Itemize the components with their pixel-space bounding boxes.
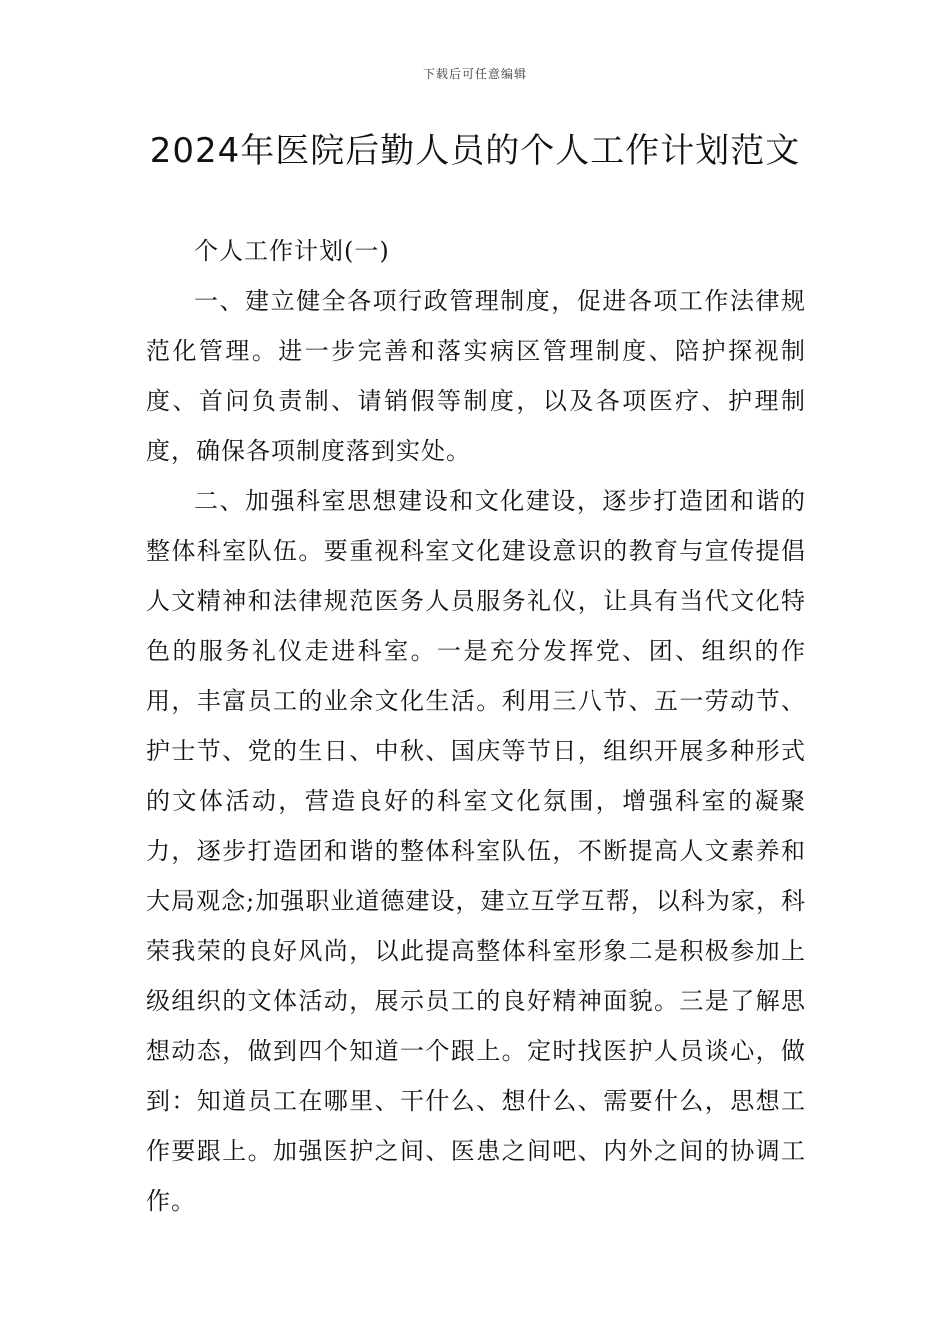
header-note: 下载后可任意编辑 [422, 67, 527, 81]
document-title: 2024年医院后勤人员的个人工作计划范文 [149, 131, 801, 171]
paragraph-section-heading: 个人工作计划(一) [194, 237, 390, 265]
paragraph-two: 二、加强科室思想建设和文化建设，逐步打造团和谐的整体科室队伍。要重视科室文化建设意识的教育与宣传提倡人文精神和法律规范医务人员服务礼仪，让具有当代文化特色的服务礼仪走进科室。一是充分发挥党、团、组织的作用，丰富员工的业余文化生活。利用三八节、五一劳动节、护士节、党的生日、中秋、国庆等节日，组织开展多种形式的文体活动，营造良好的科室文化氛围，增强科室的凝聚力，逐步打造团和谐的整体科室队伍，不断提高人文素养和大局观念;加强职业道德建设，建立互学互帮，以科为家，科荣我荣的良好风尚，以此提高整体科室形象二是积极参加上级组织的文体活动，展示员工的良好精神面貌。三是了解思想动态，做到四个知道一个跟上。定时找医护人员谈心，做到：知道员工在哪里、干什么、想什么、需要什么，思想工作要跟上。加强医护之间、医患之间吧、内外之间的协调工作。 [146, 487, 806, 1215]
paragraph-one: 一、建立健全各项行政管理制度，促进各项工作法律规范化管理。进一步完善和落实病区管理制度、陪护探视制度、首问负责制、请销假等制度，以及各项医疗、护理制度，确保各项制度落到实处。 [146, 287, 806, 465]
document-body [146, 226, 806, 1226]
